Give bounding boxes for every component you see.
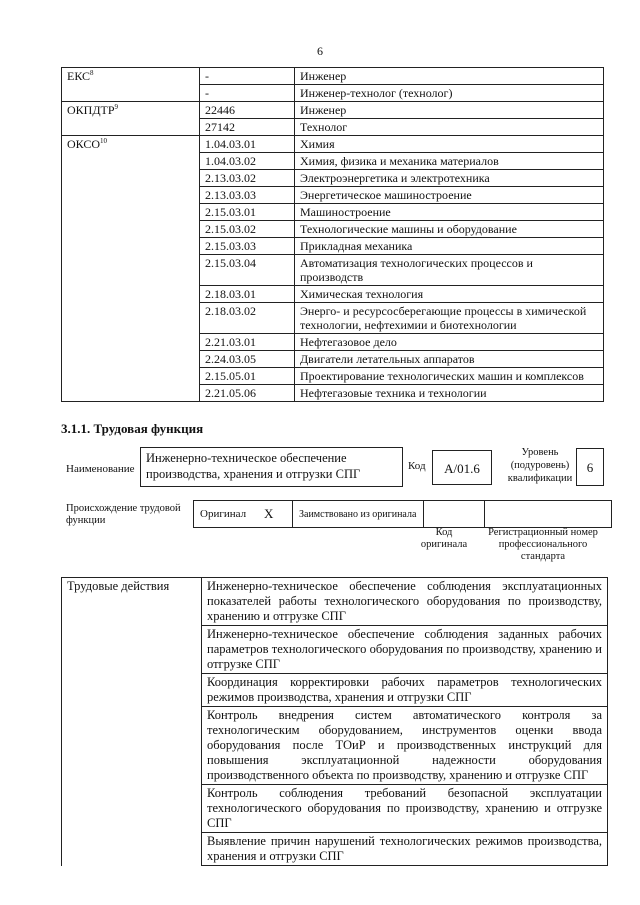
- classifier-name-cell: [62, 385, 200, 402]
- classifier-row: [62, 255, 604, 286]
- classifier-row: [62, 85, 604, 102]
- labor-action: Координация корректировки рабочих параметров технологических режимов производства, хранения и отгрузки СПГ: [202, 674, 608, 707]
- classifier-name-cell: [62, 68, 200, 85]
- classifier-title: Химия, физика и механика материалов: [295, 153, 604, 170]
- original-code-cell: [424, 501, 485, 528]
- classifier-code: 2.13.03.03: [200, 187, 295, 204]
- labor-action: Контроль внедрения систем автоматического контроля за технологическим оборудованием, инструментов оценки ввода оборудования после ТОиР и производственных инструкций для повышения эксплуатационной надежности оборудования производственного объекта по производству, хранению и отгрузке СПГ: [202, 707, 608, 785]
- page-number: 6: [317, 44, 323, 58]
- classifier-title: Инженер: [295, 102, 604, 119]
- classifier-code: 1.04.03.02: [200, 153, 295, 170]
- classifier-name-cell: [62, 204, 200, 221]
- classifier-row: [62, 153, 604, 170]
- classifier-code: 2.21.05.06: [200, 385, 295, 402]
- classifier-row: [62, 68, 604, 85]
- classifier-code: 2.18.03.02: [200, 303, 295, 334]
- classifier-title: Химическая технология: [295, 286, 604, 303]
- classifier-title: Машиностроение: [295, 204, 604, 221]
- classifier-title: Автоматизация технологических процессов и производств: [295, 255, 604, 286]
- classifiers-table: [61, 67, 604, 402]
- section-title: 3.1.1. Трудовая функция: [61, 421, 204, 436]
- classifier-title: Нефтегазовое дело: [295, 334, 604, 351]
- classifier-title: Проектирование технологических машин и комплексов: [295, 368, 604, 385]
- classifier-name-cell: [62, 136, 200, 153]
- classifier-name: ЕКС: [67, 69, 91, 83]
- labor-actions-label: Трудовые действия: [62, 578, 202, 866]
- classifier-title: Энерго- и ресурсосберегающие процессы в химической технологии, нефтехимии и биотехнологии: [295, 303, 604, 334]
- classifier-name-cell: [62, 85, 200, 102]
- classifier-name-cell: [62, 153, 200, 170]
- classifier-row: [62, 119, 604, 136]
- footnote-ref: 10: [100, 137, 108, 145]
- labor-action: Контроль соблюдения требований безопасной эксплуатации технологического оборудования по производству, хранению и отгрузке СПГ: [202, 785, 608, 833]
- function-name: Инженерно-техническое обеспечение производства, хранения и отгрузки СПГ: [140, 447, 403, 487]
- caption-original-code: Код оригинала: [420, 527, 468, 550]
- classifier-name-cell: [62, 221, 200, 238]
- function-name-label: Наименование: [66, 463, 135, 475]
- classifier-name-cell: [62, 334, 200, 351]
- classifier-code: 2.15.05.01: [200, 368, 295, 385]
- origin-table: [193, 500, 612, 528]
- classifier-name-cell: [62, 170, 200, 187]
- classifier-title: Инженер: [295, 68, 604, 85]
- original-mark: X: [258, 501, 293, 528]
- classifier-title: Электроэнергетика и электротехника: [295, 170, 604, 187]
- classifier-name: ОКСО: [67, 137, 101, 151]
- classifier-title: Нефтегазовые техника и технологии: [295, 385, 604, 402]
- classifier-row: [62, 221, 604, 238]
- classifier-code: 2.15.03.04: [200, 255, 295, 286]
- footnote-ref: 9: [114, 103, 119, 111]
- classifier-title: Энергетическое машиностроение: [295, 187, 604, 204]
- labor-actions-table: [61, 577, 608, 866]
- classifier-code: 2.15.03.03: [200, 238, 295, 255]
- classifier-row: [62, 368, 604, 385]
- function-code: A/01.6: [432, 450, 492, 485]
- classifier-row: [62, 187, 604, 204]
- classifier-row: [62, 102, 604, 119]
- classifier-name: ОКПДТР: [67, 103, 115, 117]
- classifier-row: [62, 286, 604, 303]
- classifier-row: [62, 136, 604, 153]
- caption-registration-number: Регистрационный номер профессионального стандарта: [488, 527, 598, 562]
- labor-action: Выявление причин нарушений технологических режимов производства, хранения и отгрузки СПГ: [202, 833, 608, 866]
- classifier-code: 2.13.03.02: [200, 170, 295, 187]
- labor-action: Инженерно-техническое обеспечение соблюдения эксплуатационных показателей работы технологического оборудования по производству, хранению и отгрузке СПГ: [202, 578, 608, 626]
- labor-action: Инженерно-техническое обеспечение соблюдения заданных рабочих параметров технологического оборудования по производству, хранению и отгрузке СПГ: [202, 626, 608, 674]
- classifier-name-cell: [62, 303, 200, 334]
- classifier-name-cell: [62, 351, 200, 368]
- classifier-code: 2.18.03.01: [200, 286, 295, 303]
- classifier-title: Химия: [295, 136, 604, 153]
- classifier-row: [62, 351, 604, 368]
- classifier-name-cell: [62, 255, 200, 286]
- classifier-code: 2.24.03.05: [200, 351, 295, 368]
- classifier-title: Двигатели летательных аппаратов: [295, 351, 604, 368]
- classifier-title: Прикладная механика: [295, 238, 604, 255]
- classifier-name-cell: [62, 102, 200, 119]
- classifier-code: 2.15.03.01: [200, 204, 295, 221]
- classifier-name-cell: [62, 187, 200, 204]
- labor-action-row: [62, 578, 608, 626]
- classifier-title: Технолог: [295, 119, 604, 136]
- classifier-name-cell: [62, 238, 200, 255]
- original-label: Оригинал: [194, 501, 259, 528]
- classifier-name-cell: [62, 286, 200, 303]
- classifier-row: [62, 334, 604, 351]
- classifier-code: 27142: [200, 119, 295, 136]
- classifier-row: [62, 204, 604, 221]
- classifier-code: 22446: [200, 102, 295, 119]
- classifier-row: [62, 170, 604, 187]
- level-value: 6: [576, 448, 604, 486]
- classifier-row: [62, 238, 604, 255]
- classifier-code: -: [200, 85, 295, 102]
- registration-number-cell: [485, 501, 612, 528]
- footnote-ref: 8: [90, 69, 94, 77]
- function-code-label: Код: [408, 460, 426, 472]
- classifier-code: 2.21.03.01: [200, 334, 295, 351]
- classifier-code: 2.15.03.02: [200, 221, 295, 238]
- classifier-code: 1.04.03.01: [200, 136, 295, 153]
- borrowed-label: Заимствовано из оригинала: [293, 501, 424, 528]
- classifier-name-cell: [62, 368, 200, 385]
- origin-label: [66, 503, 191, 527]
- classifier-row: [62, 385, 604, 402]
- classifier-name-cell: [62, 119, 200, 136]
- level-label: Уровень (подуровень) квалификации: [507, 447, 573, 484]
- classifier-title: Инженер-технолог (технолог): [295, 85, 604, 102]
- classifier-title: Технологические машины и оборудование: [295, 221, 604, 238]
- classifier-code: -: [200, 68, 295, 85]
- classifier-row: [62, 303, 604, 334]
- origin-label-text: Происхождение трудовой функции: [66, 503, 181, 526]
